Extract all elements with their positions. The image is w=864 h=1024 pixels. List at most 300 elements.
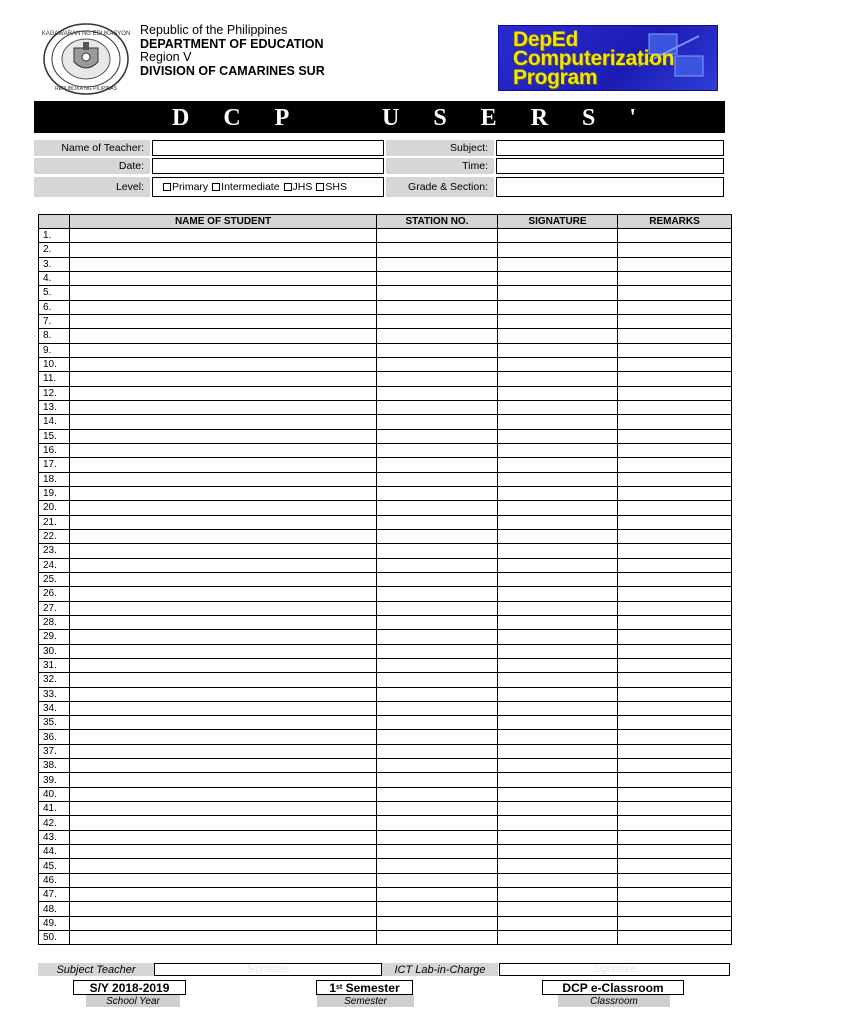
- station-cell[interactable]: [377, 472, 498, 486]
- name-cell[interactable]: [70, 644, 377, 658]
- table-row: [39, 515, 732, 529]
- station-cell[interactable]: [377, 415, 498, 429]
- table-row: [39, 544, 732, 558]
- remarks-cell[interactable]: [618, 859, 732, 873]
- signature-cell[interactable]: [498, 529, 618, 543]
- row-number: 24.: [39, 558, 70, 572]
- name-cell[interactable]: [70, 300, 377, 314]
- level-option-intermediate[interactable]: Intermediate: [212, 181, 279, 193]
- name-cell[interactable]: [70, 243, 377, 257]
- row-number: 42.: [39, 816, 70, 830]
- station-cell[interactable]: [377, 902, 498, 916]
- remarks-cell[interactable]: [618, 372, 732, 386]
- signature-cell[interactable]: [498, 386, 618, 400]
- log-table: [38, 214, 732, 945]
- table-row: [39, 773, 732, 787]
- remarks-cell[interactable]: [618, 587, 732, 601]
- deped-seal-icon: [42, 22, 130, 96]
- teacher-signature-field[interactable]: Signature: [154, 963, 382, 976]
- table-row: [39, 859, 732, 873]
- station-cell[interactable]: [377, 644, 498, 658]
- remarks-cell[interactable]: [618, 286, 732, 300]
- remarks-cell[interactable]: [618, 830, 732, 844]
- name-cell[interactable]: [70, 744, 377, 758]
- station-cell[interactable]: [377, 687, 498, 701]
- signature-cell[interactable]: [498, 515, 618, 529]
- table-row: [39, 658, 732, 672]
- checkbox-icon[interactable]: [284, 183, 292, 191]
- station-cell[interactable]: [377, 730, 498, 744]
- row-number: 21.: [39, 515, 70, 529]
- name-cell[interactable]: [70, 400, 377, 414]
- table-row: [39, 486, 732, 500]
- signature-cell[interactable]: [498, 558, 618, 572]
- checkbox-icon[interactable]: [163, 183, 171, 191]
- remarks-cell[interactable]: [618, 357, 732, 371]
- name-cell[interactable]: [70, 873, 377, 887]
- station-cell[interactable]: [377, 429, 498, 443]
- station-cell[interactable]: [377, 529, 498, 543]
- station-cell[interactable]: [377, 802, 498, 816]
- station-cell[interactable]: [377, 744, 498, 758]
- signature-cell[interactable]: [498, 329, 618, 343]
- semester-word: Semester: [342, 980, 400, 995]
- table-row: [39, 802, 732, 816]
- row-number: 19.: [39, 486, 70, 500]
- name-cell[interactable]: [70, 859, 377, 873]
- signature-cell[interactable]: [498, 243, 618, 257]
- level-option-jhs[interactable]: JHS: [284, 181, 313, 193]
- table-row: [39, 916, 732, 930]
- name-cell[interactable]: [70, 615, 377, 629]
- remarks-cell[interactable]: [618, 931, 732, 945]
- remarks-cell[interactable]: [618, 243, 732, 257]
- station-cell[interactable]: [377, 386, 498, 400]
- station-cell[interactable]: [377, 859, 498, 873]
- station-cell[interactable]: [377, 544, 498, 558]
- row-number: 22.: [39, 529, 70, 543]
- station-cell[interactable]: [377, 916, 498, 930]
- name-cell[interactable]: [70, 229, 377, 243]
- remarks-cell[interactable]: [618, 630, 732, 644]
- time-label: Time:: [386, 158, 494, 174]
- name-cell[interactable]: [70, 372, 377, 386]
- row-number: 8.: [39, 329, 70, 343]
- table-row: [39, 787, 732, 801]
- remarks-cell[interactable]: [618, 343, 732, 357]
- row-number: 12.: [39, 386, 70, 400]
- signature-cell[interactable]: [498, 673, 618, 687]
- remarks-cell[interactable]: [618, 888, 732, 902]
- remarks-cell[interactable]: [618, 773, 732, 787]
- remarks-cell[interactable]: [618, 386, 732, 400]
- station-cell[interactable]: [377, 443, 498, 457]
- signature-cell[interactable]: [498, 458, 618, 472]
- row-number: 39.: [39, 773, 70, 787]
- row-number: 13.: [39, 400, 70, 414]
- remarks-cell[interactable]: [618, 271, 732, 285]
- station-cell[interactable]: [377, 486, 498, 500]
- name-cell[interactable]: [70, 601, 377, 615]
- remarks-cell[interactable]: [618, 730, 732, 744]
- row-number: 43.: [39, 830, 70, 844]
- name-cell[interactable]: [70, 902, 377, 916]
- table-row: [39, 443, 732, 457]
- row-number: 28.: [39, 615, 70, 629]
- row-number: 48.: [39, 902, 70, 916]
- checkbox-icon[interactable]: [316, 183, 324, 191]
- remarks-cell[interactable]: [618, 443, 732, 457]
- table-row: [39, 386, 732, 400]
- row-number: 5.: [39, 286, 70, 300]
- signature-cell[interactable]: [498, 271, 618, 285]
- name-cell[interactable]: [70, 343, 377, 357]
- table-row: [39, 558, 732, 572]
- table-row: [39, 644, 732, 658]
- row-number: 6.: [39, 300, 70, 314]
- remarks-cell[interactable]: [618, 429, 732, 443]
- name-cell[interactable]: [70, 472, 377, 486]
- table-row: [39, 630, 732, 644]
- station-cell[interactable]: [377, 329, 498, 343]
- station-cell[interactable]: [377, 630, 498, 644]
- remarks-cell[interactable]: [618, 544, 732, 558]
- time-field[interactable]: [496, 158, 724, 174]
- station-cell[interactable]: [377, 572, 498, 586]
- name-cell[interactable]: [70, 314, 377, 328]
- signature-cell[interactable]: [498, 486, 618, 500]
- remarks-cell[interactable]: [618, 716, 732, 730]
- signature-cell[interactable]: [498, 744, 618, 758]
- signature-cell[interactable]: [498, 415, 618, 429]
- station-cell[interactable]: [377, 243, 498, 257]
- signature-cell[interactable]: [498, 443, 618, 457]
- remarks-cell[interactable]: [618, 472, 732, 486]
- signature-cell[interactable]: [498, 357, 618, 371]
- row-number: 30.: [39, 644, 70, 658]
- svg-text:REPUBLIKA NG PILIPINAS: REPUBLIKA NG PILIPINAS: [55, 86, 117, 92]
- station-cell[interactable]: [377, 458, 498, 472]
- remarks-cell[interactable]: [618, 400, 732, 414]
- remarks-cell[interactable]: [618, 601, 732, 615]
- signature-cell[interactable]: [498, 759, 618, 773]
- name-cell[interactable]: [70, 673, 377, 687]
- checkbox-icon[interactable]: [212, 183, 220, 191]
- table-row: [39, 372, 732, 386]
- station-cell[interactable]: [377, 716, 498, 730]
- logo-line2: Computerization: [513, 47, 675, 70]
- name-cell[interactable]: [70, 701, 377, 715]
- station-cell[interactable]: [377, 229, 498, 243]
- name-cell[interactable]: [70, 658, 377, 672]
- table-row: [39, 329, 732, 343]
- name-cell[interactable]: [70, 845, 377, 859]
- table-row: [39, 931, 732, 945]
- name-cell[interactable]: [70, 271, 377, 285]
- semester-suffix: st: [336, 984, 343, 991]
- signature-cell[interactable]: [498, 658, 618, 672]
- name-cell[interactable]: [70, 443, 377, 457]
- signature-cell[interactable]: [498, 601, 618, 615]
- signature-cell[interactable]: [498, 429, 618, 443]
- row-number: 15.: [39, 429, 70, 443]
- ict-label: ICT Lab-in-Charge: [382, 963, 498, 976]
- station-cell[interactable]: [377, 787, 498, 801]
- row-number: 9.: [39, 343, 70, 357]
- header-signature: SIGNATURE: [498, 215, 618, 229]
- remarks-cell[interactable]: [618, 615, 732, 629]
- signature-cell[interactable]: [498, 400, 618, 414]
- signature-cell[interactable]: [498, 343, 618, 357]
- signature-cell[interactable]: [498, 701, 618, 715]
- name-cell[interactable]: [70, 429, 377, 443]
- level-option-shs[interactable]: SHS: [316, 181, 347, 193]
- remarks-cell[interactable]: [618, 644, 732, 658]
- name-cell[interactable]: [70, 544, 377, 558]
- remarks-cell[interactable]: [618, 529, 732, 543]
- remarks-cell[interactable]: [618, 257, 732, 271]
- name-cell[interactable]: [70, 415, 377, 429]
- table-row: [39, 429, 732, 443]
- table-body: [39, 229, 732, 945]
- remarks-cell[interactable]: [618, 701, 732, 715]
- station-cell[interactable]: [377, 830, 498, 844]
- station-cell[interactable]: [377, 372, 498, 386]
- remarks-cell[interactable]: [618, 673, 732, 687]
- signature-cell[interactable]: [498, 314, 618, 328]
- row-number: 23.: [39, 544, 70, 558]
- name-cell[interactable]: [70, 386, 377, 400]
- signature-cell[interactable]: [498, 229, 618, 243]
- signature-cell[interactable]: [498, 787, 618, 801]
- station-cell[interactable]: [377, 845, 498, 859]
- signature-cell[interactable]: [498, 286, 618, 300]
- row-number: 32.: [39, 673, 70, 687]
- signature-cell[interactable]: [498, 257, 618, 271]
- remarks-cell[interactable]: [618, 515, 732, 529]
- signature-cell[interactable]: [498, 873, 618, 887]
- station-cell[interactable]: [377, 257, 498, 271]
- name-cell[interactable]: [70, 257, 377, 271]
- signature-cell[interactable]: [498, 730, 618, 744]
- name-cell[interactable]: [70, 630, 377, 644]
- signature-cell[interactable]: [498, 931, 618, 945]
- remarks-cell[interactable]: [618, 802, 732, 816]
- signature-cell[interactable]: [498, 716, 618, 730]
- table-row: [39, 744, 732, 758]
- logo-line1: DepEd: [513, 28, 579, 51]
- name-cell[interactable]: [70, 888, 377, 902]
- station-cell[interactable]: [377, 873, 498, 887]
- signature-cell[interactable]: [498, 830, 618, 844]
- date-field[interactable]: [152, 158, 384, 174]
- station-cell[interactable]: [377, 816, 498, 830]
- row-number: 44.: [39, 845, 70, 859]
- name-cell[interactable]: [70, 572, 377, 586]
- name-cell[interactable]: [70, 329, 377, 343]
- table-row: [39, 529, 732, 543]
- station-cell[interactable]: [377, 271, 498, 285]
- table-row: [39, 572, 732, 586]
- remarks-cell[interactable]: [618, 486, 732, 500]
- name-cell[interactable]: [70, 931, 377, 945]
- signature-cell[interactable]: [498, 773, 618, 787]
- level-label: Level:: [34, 177, 150, 197]
- signature-cell[interactable]: [498, 802, 618, 816]
- signature-cell[interactable]: [498, 472, 618, 486]
- signature-cell[interactable]: [498, 916, 618, 930]
- name-cell[interactable]: [70, 458, 377, 472]
- station-cell[interactable]: [377, 658, 498, 672]
- table-row: [39, 229, 732, 243]
- grade-field[interactable]: [496, 177, 724, 197]
- signature-cell[interactable]: [498, 816, 618, 830]
- subject-field[interactable]: [496, 140, 724, 156]
- name-cell[interactable]: [70, 730, 377, 744]
- signature-cell[interactable]: [498, 372, 618, 386]
- row-number: 35.: [39, 716, 70, 730]
- name-cell[interactable]: [70, 916, 377, 930]
- table-row: [39, 243, 732, 257]
- remarks-cell[interactable]: [618, 458, 732, 472]
- name-cell[interactable]: [70, 501, 377, 515]
- remarks-cell[interactable]: [618, 658, 732, 672]
- signature-cell[interactable]: [498, 687, 618, 701]
- row-number: 37.: [39, 744, 70, 758]
- table-row: [39, 701, 732, 715]
- row-number: 17.: [39, 458, 70, 472]
- row-number: 34.: [39, 701, 70, 715]
- remarks-cell[interactable]: [618, 687, 732, 701]
- name-cell[interactable]: [70, 687, 377, 701]
- remarks-cell[interactable]: [618, 873, 732, 887]
- table-row: [39, 902, 732, 916]
- table-row: [39, 257, 732, 271]
- remarks-cell[interactable]: [618, 744, 732, 758]
- signature-cell[interactable]: [498, 587, 618, 601]
- table-row: [39, 343, 732, 357]
- row-number: 49.: [39, 916, 70, 930]
- table-row: [39, 472, 732, 486]
- table-row: [39, 300, 732, 314]
- remarks-cell[interactable]: [618, 572, 732, 586]
- ict-signature-field[interactable]: Signature: [499, 963, 730, 976]
- grade-label: Grade & Section:: [386, 177, 494, 197]
- row-number: 46.: [39, 873, 70, 887]
- remarks-cell[interactable]: [618, 229, 732, 243]
- remarks-cell[interactable]: [618, 415, 732, 429]
- row-number: 20.: [39, 501, 70, 515]
- station-cell[interactable]: [377, 773, 498, 787]
- remarks-cell[interactable]: [618, 314, 732, 328]
- name-cell[interactable]: [70, 816, 377, 830]
- row-number: 47.: [39, 888, 70, 902]
- station-cell[interactable]: [377, 314, 498, 328]
- station-cell[interactable]: [377, 587, 498, 601]
- remarks-cell[interactable]: [618, 329, 732, 343]
- header-line3: Region V: [140, 50, 192, 64]
- table-row: [39, 730, 732, 744]
- name-cell[interactable]: [70, 802, 377, 816]
- station-cell[interactable]: [377, 673, 498, 687]
- signature-cell[interactable]: [498, 501, 618, 515]
- name-cell[interactable]: [70, 830, 377, 844]
- school-year-caption: School Year: [86, 995, 180, 1007]
- name-cell[interactable]: [70, 787, 377, 801]
- table-row: [39, 271, 732, 285]
- row-number: 1.: [39, 229, 70, 243]
- station-cell[interactable]: [377, 601, 498, 615]
- name-cell[interactable]: [70, 558, 377, 572]
- name-cell[interactable]: [70, 486, 377, 500]
- name-cell[interactable]: [70, 515, 377, 529]
- table-row: [39, 458, 732, 472]
- signature-cell[interactable]: [498, 630, 618, 644]
- name-cell[interactable]: [70, 773, 377, 787]
- station-cell[interactable]: [377, 343, 498, 357]
- name-cell[interactable]: [70, 716, 377, 730]
- remarks-cell[interactable]: [618, 501, 732, 515]
- station-cell[interactable]: [377, 888, 498, 902]
- table-header-row: [39, 215, 732, 229]
- semester-caption: Semester: [317, 995, 414, 1007]
- table-row: [39, 716, 732, 730]
- row-number: 50.: [39, 931, 70, 945]
- remarks-cell[interactable]: [618, 816, 732, 830]
- name-cell[interactable]: [70, 357, 377, 371]
- station-cell[interactable]: [377, 515, 498, 529]
- station-cell[interactable]: [377, 300, 498, 314]
- station-cell[interactable]: [377, 701, 498, 715]
- level-option-primary[interactable]: Primary: [163, 181, 208, 193]
- signature-cell[interactable]: [498, 615, 618, 629]
- signature-cell[interactable]: [498, 300, 618, 314]
- header-number: [39, 215, 70, 229]
- station-cell[interactable]: [377, 286, 498, 300]
- remarks-cell[interactable]: [618, 558, 732, 572]
- table-row: [39, 888, 732, 902]
- remarks-cell[interactable]: [618, 902, 732, 916]
- name-cell[interactable]: [70, 759, 377, 773]
- station-cell[interactable]: [377, 615, 498, 629]
- signature-cell[interactable]: [498, 544, 618, 558]
- station-cell[interactable]: [377, 931, 498, 945]
- remarks-cell[interactable]: [618, 300, 732, 314]
- station-cell[interactable]: [377, 357, 498, 371]
- station-cell[interactable]: [377, 558, 498, 572]
- station-cell[interactable]: [377, 501, 498, 515]
- name-cell[interactable]: [70, 587, 377, 601]
- header-name: NAME OF STUDENT: [70, 215, 377, 229]
- station-cell[interactable]: [377, 759, 498, 773]
- remarks-cell[interactable]: [618, 916, 732, 930]
- signature-cell[interactable]: [498, 902, 618, 916]
- signature-cell[interactable]: [498, 859, 618, 873]
- dcp-logo: [498, 25, 718, 91]
- station-cell[interactable]: [377, 400, 498, 414]
- name-cell[interactable]: [70, 529, 377, 543]
- remarks-cell[interactable]: [618, 845, 732, 859]
- signature-cell[interactable]: [498, 644, 618, 658]
- remarks-cell[interactable]: [618, 787, 732, 801]
- signature-cell[interactable]: [498, 888, 618, 902]
- name-cell[interactable]: [70, 286, 377, 300]
- signature-cell[interactable]: [498, 845, 618, 859]
- signature-cell[interactable]: [498, 572, 618, 586]
- remarks-cell[interactable]: [618, 759, 732, 773]
- teacher-field[interactable]: [152, 140, 384, 156]
- subject-label: Subject:: [386, 140, 494, 156]
